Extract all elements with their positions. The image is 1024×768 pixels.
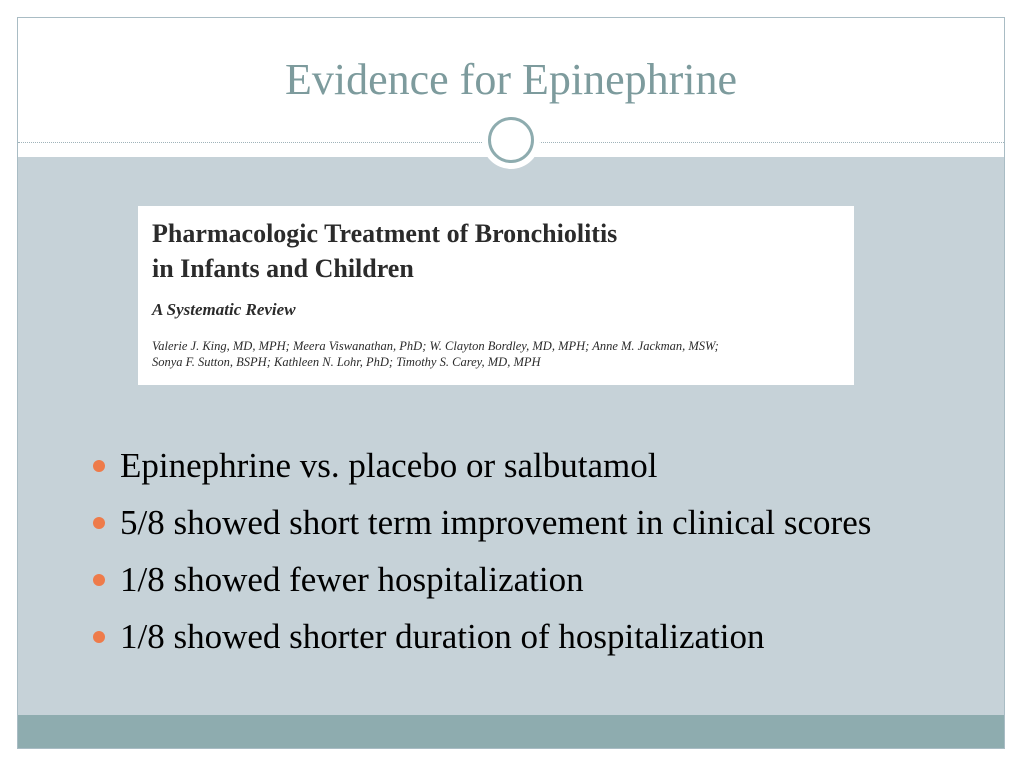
paper-title-line-2: in Infants and Children	[152, 254, 414, 283]
bullet-item	[90, 442, 970, 489]
bullet-item	[90, 613, 970, 660]
bullet-dot-icon	[93, 574, 105, 586]
bullet-text: 1/8 showed shorter duration of hospitalization	[120, 617, 765, 656]
paper-subtitle: A Systematic Review	[152, 300, 296, 319]
bullet-item	[90, 556, 970, 603]
bullet-text: Epinephrine vs. placebo or salbutamol	[120, 446, 658, 485]
bullet-list	[90, 442, 970, 670]
paper-authors	[152, 338, 840, 370]
circle-ring-inner	[488, 117, 534, 163]
paper-authors-line-2: Sonya F. Sutton, BSPH; Kathleen N. Lohr, PhD; Timothy S. Carey, MD, MPH	[152, 355, 541, 369]
slide	[17, 17, 1005, 749]
bullet-item	[90, 499, 970, 546]
paper-header-image	[138, 206, 854, 385]
bullet-text: 1/8 showed fewer hospitalization	[120, 560, 584, 599]
bullet-dot-icon	[93, 517, 105, 529]
bullet-dot-icon	[93, 631, 105, 643]
footer-bar	[18, 715, 1004, 749]
bullet-dot-icon	[93, 460, 105, 472]
paper-title	[152, 216, 772, 286]
circle-ring-icon	[482, 111, 540, 169]
paper-title-line-1: Pharmacologic Treatment of Bronchiolitis	[152, 219, 618, 248]
slide-title: Evidence for Epinephrine	[284, 55, 738, 104]
paper-authors-line-1: Valerie J. King, MD, MPH; Meera Viswanathan, PhD; W. Clayton Bordley, MD, MPH; Anne M. Jackman, MSW;	[152, 339, 719, 353]
bullet-text: 5/8 showed short term improvement in clinical scores	[120, 503, 872, 542]
